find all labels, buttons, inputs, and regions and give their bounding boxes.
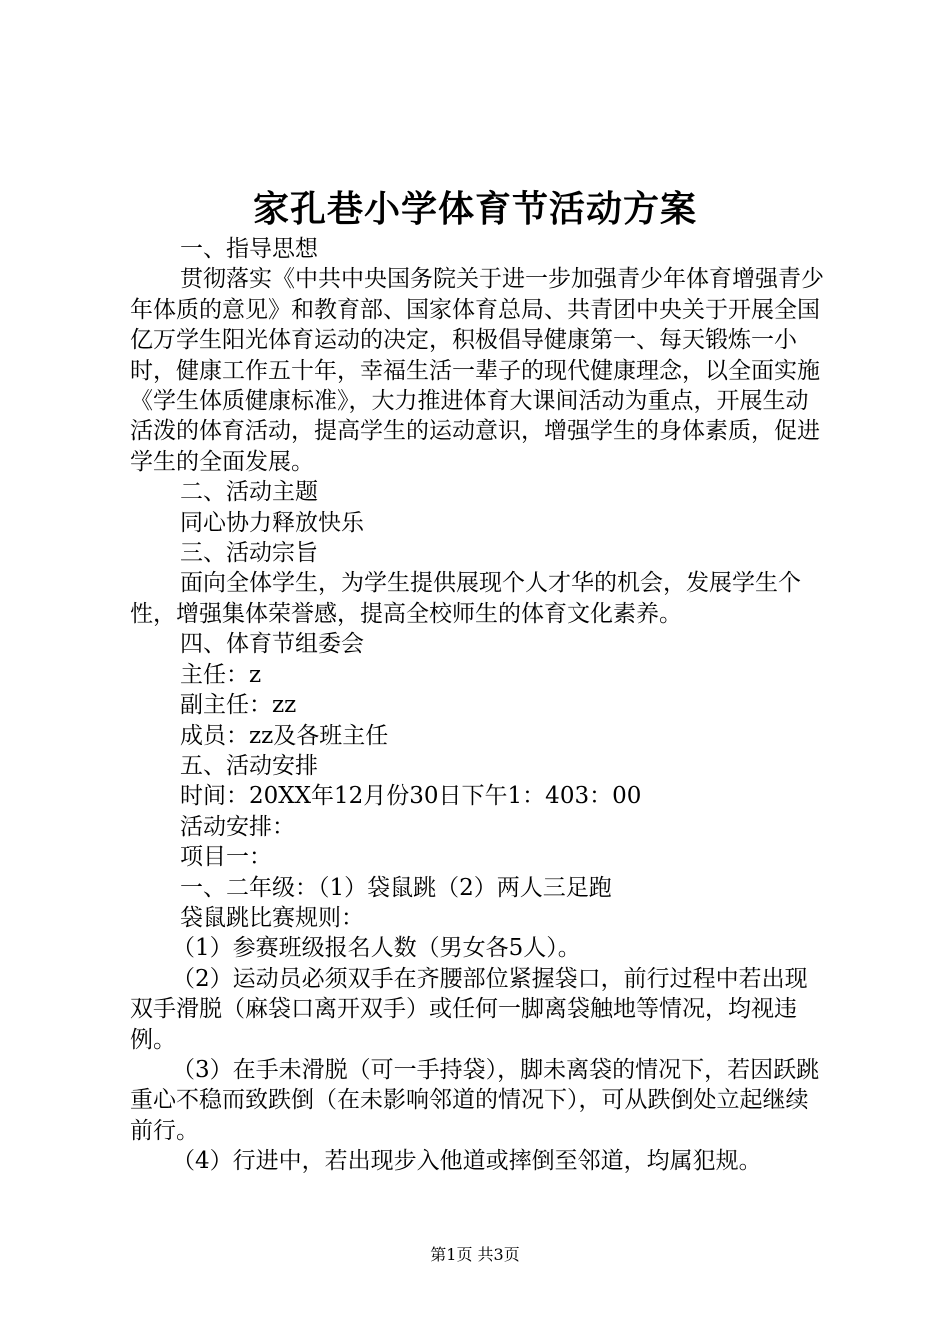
section-heading-purpose: 三、活动宗旨 <box>180 540 318 567</box>
project-one-label: 项目一： <box>180 844 272 871</box>
rule-item-1: （1）参赛班级报名人数（男女各5人）。 <box>172 935 581 962</box>
rule-item-3: （3）在手未滑脱（可一手持袋），脚未离袋的情况下，若因跃跳重心不稳而致跌倒（在未影响邻道的情况下），可从跌倒处立起继续前行。 <box>130 1056 820 1144</box>
page-footer: 第1页 共3页 <box>430 1245 520 1264</box>
page-title: 家孔巷小学体育节活动方案 <box>252 188 697 230</box>
schedule-time: 时间：20XX年12月份30日下午1：403：00 <box>180 783 642 810</box>
rule-item-2: （2）运动员必须双手在齐腰部位紧握袋口，前行过程中若出现双手滑脱（麻袋口离开双手）或任何一脚离袋触地等情况，均视违例。 <box>130 965 808 1053</box>
section-heading-theme: 二、活动主题 <box>180 479 318 506</box>
section-heading-committee: 四、体育节组委会 <box>180 631 364 658</box>
committee-members: 成员：zz及各班主任 <box>180 722 389 749</box>
document-body <box>130 234 830 1177</box>
schedule-label: 活动安排： <box>180 813 295 840</box>
rule-item-4: （4）行进中，若出现步入他道或摔倒至邻道，均属犯规。 <box>172 1148 762 1175</box>
project-one-grades: 一、二年级：（1）袋鼠跳（2）两人三足跑 <box>180 874 612 901</box>
section-heading-schedule: 五、活动安排 <box>180 752 318 779</box>
committee-director: 主任：z <box>180 661 262 688</box>
paragraph-purpose: 面向全体学生，为学生提供展现个人才华的机会，发展学生个性，增强集体荣誉感，提高全校师生的体育文化素养。 <box>130 570 801 627</box>
paragraph-guiding-ideology: 贯彻落实《中共中央国务院关于进一步加强青少年体育增强青少年体质的意见》和教育部、国家体育总局、共青团中央关于开展全国亿万学生阳光体育运动的决定，积极倡导健康第一、每天锻炼一小时，健康工作五十年，幸福生活一辈子的现代健康理念，以全面实施《学生体质健康标准》，大力推进体育大课间活动为重点，开展生动活泼的体育活动，提高学生的运动意识，增强学生的身体素质，促进学生的全面发展。 <box>130 266 824 475</box>
paragraph-theme: 同心协力释放快乐 <box>180 509 364 536</box>
committee-deputy-director: 副主任：zz <box>180 692 297 719</box>
section-heading-guiding-ideology: 一、指导思想 <box>180 236 318 262</box>
kangaroo-jump-rules-heading: 袋鼠跳比赛规则： <box>180 904 364 931</box>
